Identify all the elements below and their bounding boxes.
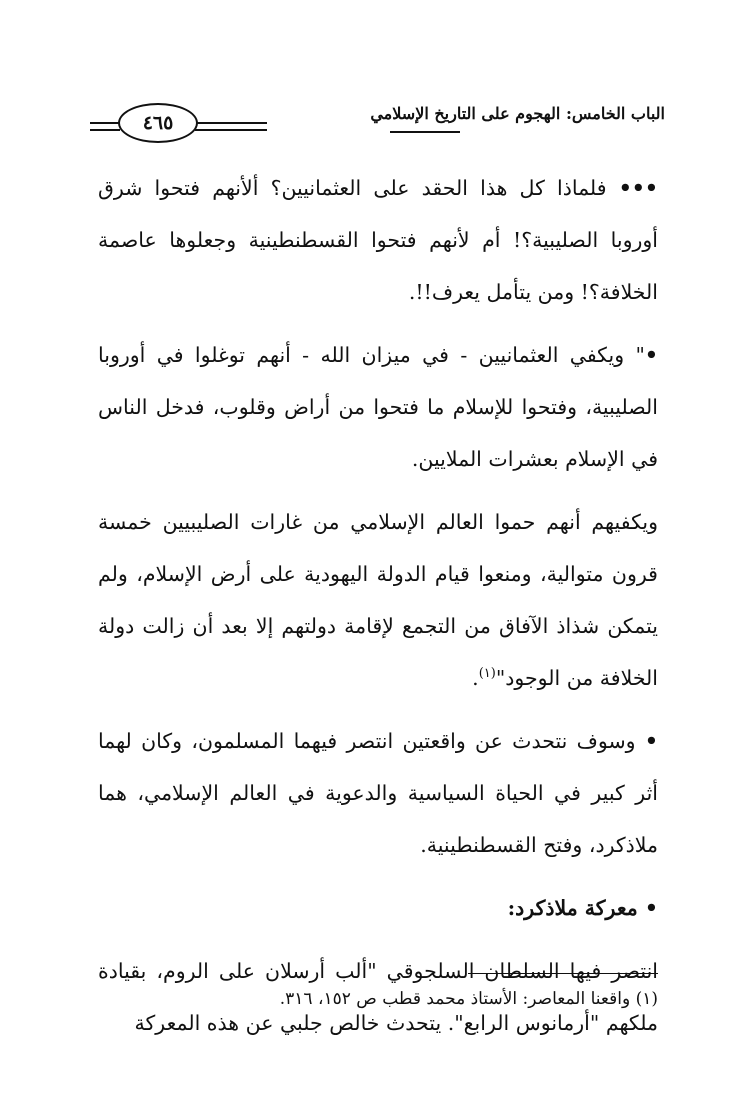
- paragraph: [98, 162, 658, 318]
- paragraph: [98, 496, 658, 704]
- header-rule-left: [90, 122, 120, 131]
- paragraph: [98, 715, 658, 871]
- heading-text: معركة ملاذكرد:: [507, 896, 645, 920]
- running-title: الباب الخامس: الهجوم على التاريخ الإسلامي: [370, 104, 665, 123]
- paragraph-text: ويكفيهم أنهم حموا العالم الإسلامي من غارات الصليبيين خمسة قرون متوالية، ومنعوا قيام الدولة اليهودية على أرض الإسلام، ولم يتمكن شذاذ الآفاق من التجمع لإقامة دولتهم إلا بعد أن زالت دولة الخلافة من الوجود": [98, 510, 658, 690]
- bullet-mark: •: [644, 729, 658, 753]
- page-number-ornament: [90, 100, 270, 156]
- paragraph-text: انتصر فيها السلطان السلجوقي "ألب أرسلان على الروم، بقيادة ملكهم "أرمانوس الرابع". يتحدث خالص جلبي عن هذه المعركة: [98, 959, 658, 1035]
- body-text: [98, 162, 658, 1060]
- paragraph-text: فلماذا كل هذا الحقد على العثمانيين؟ ألأنهم فتحوا شرق أوروبا الصليبية؟! أم لأنهم فتحوا القسطنطينية وجعلوها عاصمة الخلافة؟! ومن يتأمل يعرف!!.: [98, 176, 658, 304]
- header-rule-right: [195, 122, 267, 131]
- bullet-mark: •••: [618, 176, 658, 200]
- running-title-underline: [390, 131, 460, 133]
- footnote-separator: [468, 973, 658, 974]
- footnote-reference: (١): [478, 666, 496, 682]
- paragraph-text: وسوف نتحدث عن واقعتين انتصر فيهما المسلمون، وكان لهما أثر كبير في الحياة السياسية والدعوية في العالم الإسلامي، هما ملاذكرد، وفتح القسطنطينية.: [98, 729, 658, 857]
- page-header: [90, 100, 665, 156]
- paragraph: [98, 329, 658, 485]
- paragraph-text: " ويكفي العثمانيين - في ميزان الله - أنهم توغلوا في أوروبا الصليبية، وفتحوا للإسلام ما فتحوا من أراض وقلوب، فدخل الناس في الإسلام بعشرات الملايين.: [98, 343, 658, 471]
- section-heading: [98, 882, 658, 934]
- page-number: ٤٦٥: [118, 103, 198, 143]
- bullet-mark: •: [644, 343, 658, 367]
- bullet-mark: •: [644, 896, 658, 920]
- footnote: (١) واقعنا المعاصر: الأستاذ محمد قطب ص ١٥٢، ٣١٦.: [279, 989, 658, 1009]
- paragraph-tail: .: [472, 666, 479, 690]
